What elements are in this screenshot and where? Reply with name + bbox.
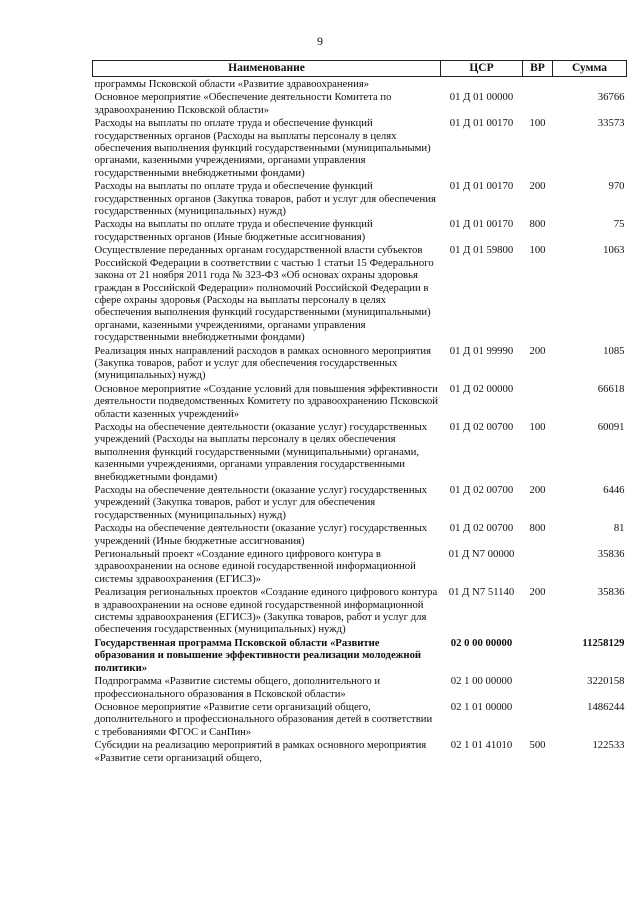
cell-name: Реализация иных направлений расходов в рамках основного мероприятия (Закупка товаров, работ и услуг для обеспечения государственных (муниципальных) нужд) (94, 344, 432, 382)
cell-name: Подпрограмма «Развитие системы общего, дополнительного и профессионального образования в Псковской области» (94, 675, 381, 700)
cell-csr: 01 Д N7 00000 (448, 548, 515, 561)
table-row (93, 636, 627, 674)
cell-csr (441, 77, 523, 91)
cell-csr: 01 Д 02 00700 (449, 420, 514, 433)
table-row (93, 420, 627, 483)
cell-vr (523, 90, 553, 116)
page-number: 9 (317, 34, 323, 48)
cell-csr: 02 1 01 41010 (450, 739, 513, 752)
table-row (93, 382, 627, 420)
cell-vr: 800 (529, 522, 546, 535)
table-row (93, 116, 627, 179)
table-row (93, 90, 627, 116)
table-row (93, 243, 627, 343)
cell-name: Государственная программа Псковской области «Развитие образования и повышение эффективности реализации молодежной политики» (94, 636, 422, 674)
cell-name: Расходы на обеспечение деятельности (оказание услуг) государственных учреждений (Закупка товаров, работ и услуг для обеспечения государственных (муниципальных) нужд) (94, 484, 428, 521)
cell-csr: 01 Д 02 00700 (449, 522, 514, 535)
cell-name: Реализация региональных проектов «Создание единого цифрового контура в здравоохранении на основе единой государственной информационной системы здравоохранения (ЕГИСЗ)» (Закупка товаров, работ и услуг для обеспечения государственных (муниципальных) нужд) (94, 586, 438, 636)
cell-name: Основное мероприятие «Обеспечение деятельности Комитета по здравоохранению Псковской области» (94, 91, 392, 116)
cell-name: Расходы на выплаты по оплате труда и обеспечение функций государственных органов (Расходы на выплаты персоналу в целях обеспечения выполнения функций государственными (муниципальными) органами, казенными учреждениями, органами управления государственными внебюджетными фондами) (94, 117, 431, 179)
table-row (93, 585, 627, 636)
cell-vr (523, 77, 553, 91)
table-row (93, 217, 627, 243)
cell-csr: 01 Д 01 00000 (449, 91, 514, 104)
cell-csr: 01 Д 02 00000 (449, 382, 514, 395)
table-row (93, 700, 627, 738)
cell-name: Расходы на выплаты по оплате труда и обеспечение функций государственных органов (Иные бюджетные ассигнования) (94, 218, 373, 243)
cell-vr (523, 700, 553, 738)
table-row (93, 483, 627, 521)
cell-name: Расходы на обеспечение деятельности (оказание услуг) государственных учреждений (Расходы на выплаты персоналу в целях обеспечения выполнения функций государственными (муниципальными) органами, казенными учреждениями, органами управления государственными внебюджетными фондами) (94, 420, 428, 483)
cell-vr (523, 636, 553, 674)
cell-sum: 970 (608, 180, 625, 193)
cell-sum: 3220158 (587, 675, 625, 688)
cell-vr: 200 (529, 484, 546, 496)
table-row (93, 344, 627, 382)
cell-sum: 1085 (603, 344, 625, 357)
table-body (93, 77, 627, 764)
cell-sum: 1486244 (587, 700, 625, 713)
cell-csr: 01 Д 01 00170 (449, 180, 514, 193)
cell-vr (523, 547, 553, 585)
cell-csr: 01 Д 01 00170 (449, 218, 514, 231)
cell-name: Основное мероприятие «Развитие сети организаций общего, дополнительного и профессионального образования детей в соответствии с требованиями ФГОС и СанПин» (94, 700, 433, 738)
cell-csr: 01 Д 01 59800 (449, 244, 514, 257)
header-sum: Сумма (553, 61, 627, 77)
cell-csr: 01 Д 01 00170 (449, 117, 514, 130)
cell-sum: 1063 (603, 244, 625, 257)
cell-sum: 36766 (597, 91, 625, 104)
table-row (93, 674, 627, 700)
cell-name: программы Псковской области «Развитие здравоохранения» (94, 78, 370, 90)
cell-sum: 33573 (597, 117, 625, 130)
cell-name: Основное мероприятие «Создание условий для повышения эффективности деятельности подведомственных Комитету по здравоохранению Псковской области казенных учреждений» (94, 382, 438, 420)
cell-vr: 100 (529, 244, 546, 257)
table-row (93, 77, 627, 91)
cell-csr: 01 Д 02 00700 (449, 484, 514, 496)
cell-name: Осуществление переданных органам государственной власти субъектов Российской Федерации в соответствии с частью 1 статьи 15 Федерального закона от 21 ноября 2011 года № 323-ФЗ «Об основах охраны здоровья граждан в Российской Федерации» полномочий Российской Федерации в сфере охраны здоровья (Расходы на выплаты персоналу в целях обеспечения выполнения функций государственными (муниципальными) органами, казенными учреждениями, органами управления государственными внебюджетными фондами) (94, 244, 434, 344)
cell-name: Субсидии на реализацию мероприятий в рамках основного мероприятия «Развитие сети организаций общего, (94, 739, 427, 764)
budget-table (92, 60, 627, 764)
table-header-row (93, 61, 627, 77)
cell-vr: 100 (529, 117, 546, 130)
cell-vr: 200 (529, 180, 546, 193)
cell-sum: 122533 (592, 739, 625, 752)
cell-csr: 02 1 01 00000 (450, 700, 513, 713)
cell-name: Расходы на обеспечение деятельности (оказание услуг) государственных учреждений (Иные бюджетные ассигнования) (94, 522, 428, 547)
cell-sum: 6446 (603, 484, 625, 496)
table-row (93, 738, 627, 764)
cell-name: Расходы на выплаты по оплате труда и обеспечение функций государственных органов (Закупка товаров, работ и услуг для обеспечения государственных (муниципальных) нужд) (94, 180, 436, 218)
cell-vr (523, 674, 553, 700)
cell-vr (523, 382, 553, 420)
table-row (93, 547, 627, 585)
header-name: Наименование (93, 61, 441, 77)
cell-vr: 200 (529, 344, 546, 357)
cell-sum (553, 77, 627, 91)
table-row (93, 521, 627, 547)
cell-csr: 02 1 00 00000 (450, 675, 513, 688)
header-vr: ВР (523, 61, 553, 77)
cell-sum: 60091 (597, 420, 625, 433)
cell-sum: 75 (613, 218, 625, 231)
cell-sum: 11258129 (582, 636, 625, 649)
cell-vr: 500 (529, 739, 546, 752)
cell-vr: 100 (529, 420, 546, 433)
header-csr: ЦСР (441, 61, 523, 77)
cell-name: Региональный проект «Создание единого цифрового контура в здравоохранении на основе единой государственной информационной системы здравоохранения (ЕГИСЗ)» (94, 548, 416, 585)
cell-csr: 02 0 00 00000 (450, 636, 513, 649)
table-row (93, 179, 627, 217)
cell-sum: 35836 (597, 586, 625, 599)
cell-vr: 200 (529, 586, 546, 599)
cell-sum: 35836 (597, 548, 625, 561)
cell-csr: 01 Д N7 51140 (448, 586, 515, 599)
cell-csr: 01 Д 01 99990 (449, 344, 514, 357)
cell-sum: 81 (613, 522, 625, 535)
cell-sum: 66618 (597, 382, 625, 395)
cell-vr: 800 (529, 218, 546, 231)
